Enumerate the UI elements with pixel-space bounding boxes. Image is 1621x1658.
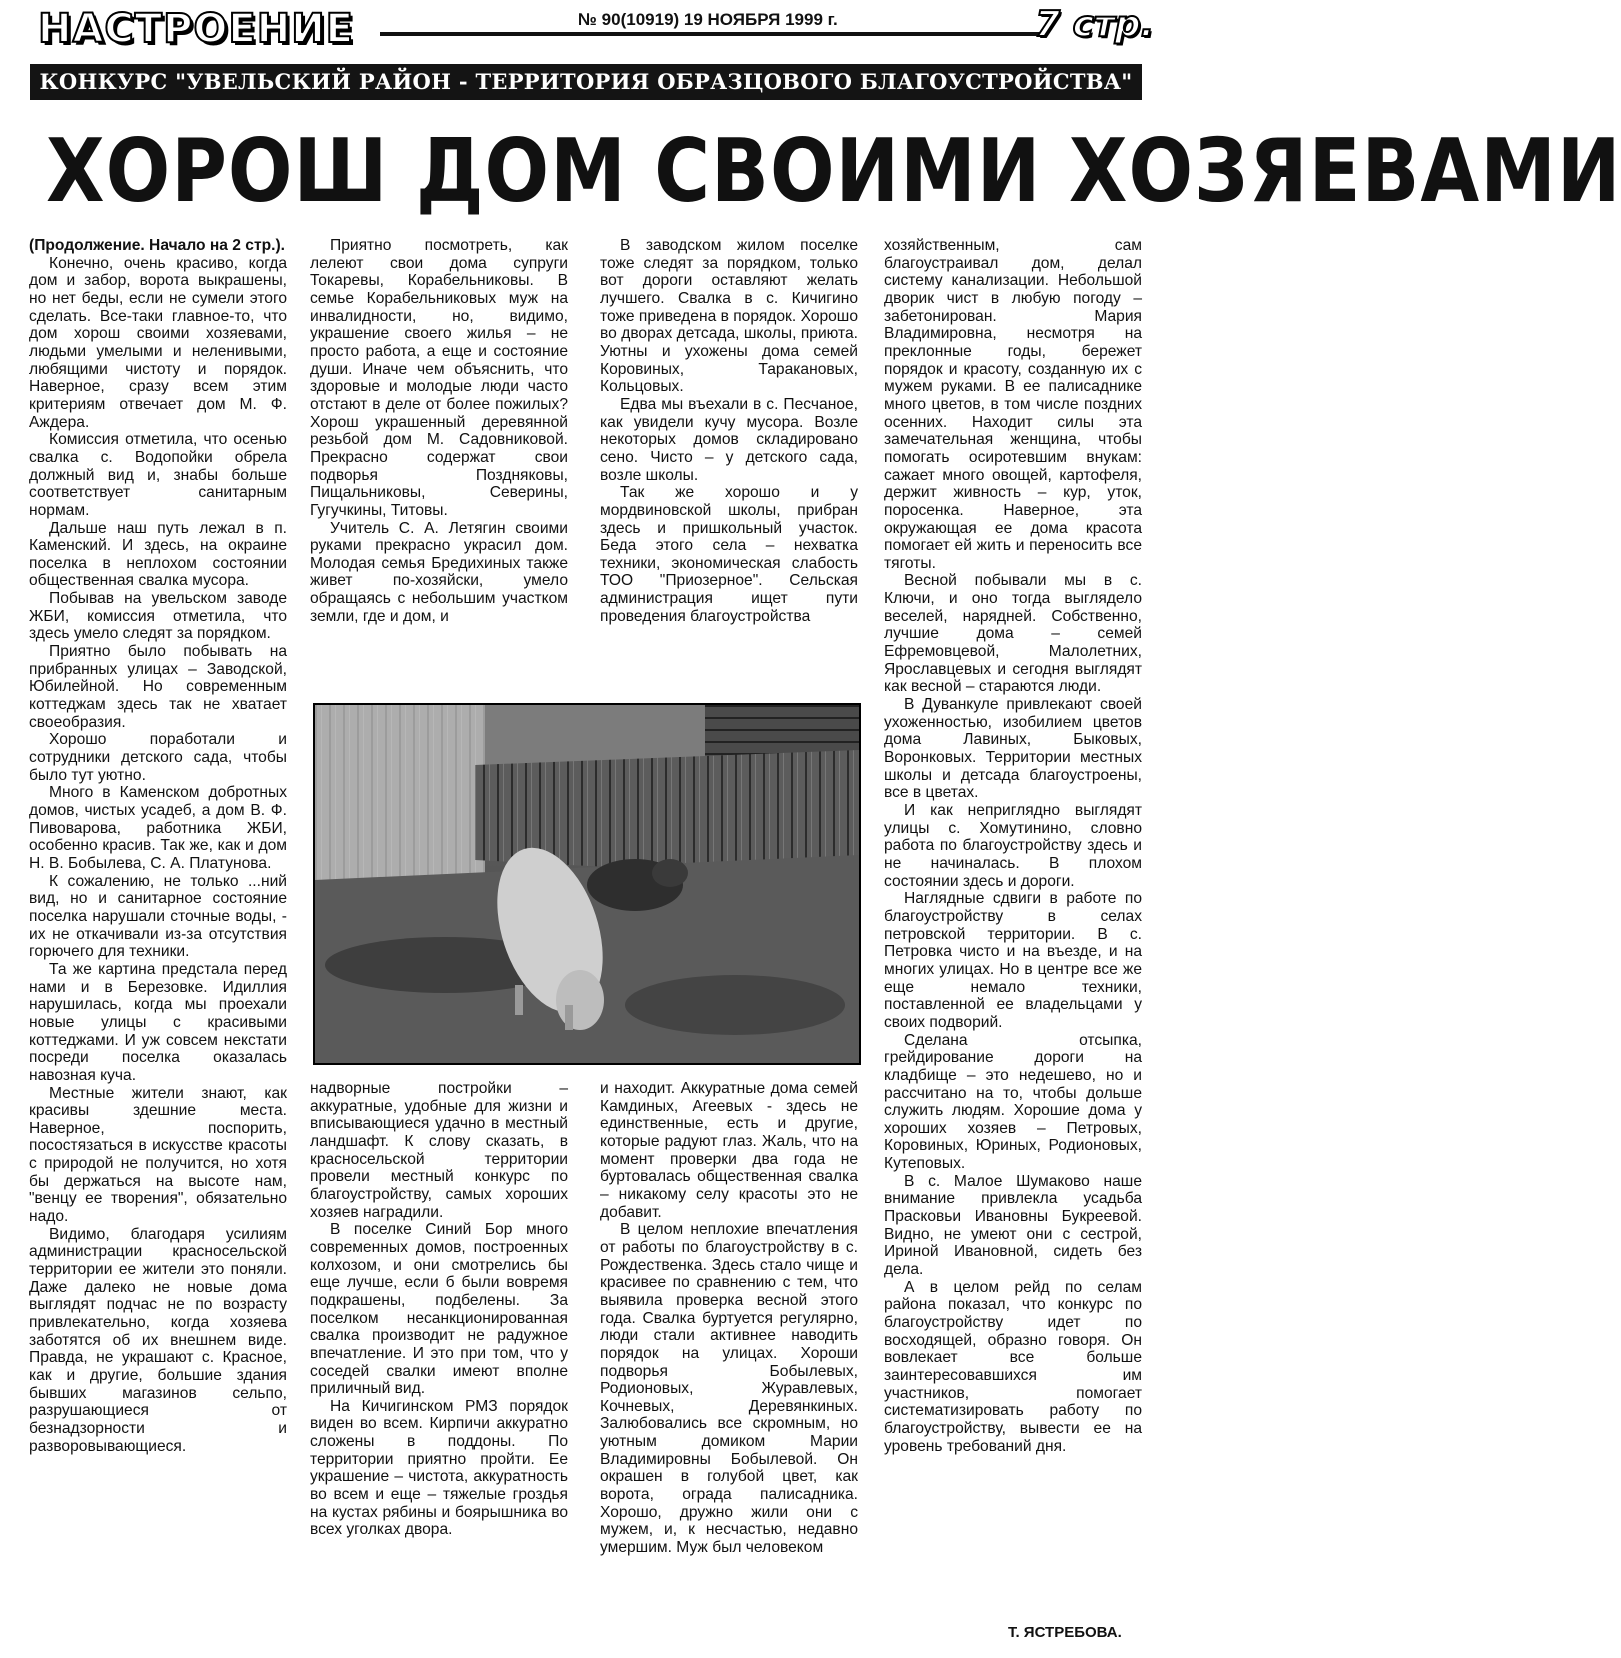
paragraph: хозяйственным, сам благоустраивал дом, делал систему канализации. Небольшой дворик чист в любую погоду – забетонирован. Мария Владимировна, несмотря на преклонные годы, бережет порядок и красоту, созданную их с мужем руками. В ее палисаднике много цветов, в том числе поздних осенних. Находит силы эта замечательная женщина, чтобы помогать осиротевшим внукам: сажает много овощей, картофеля, держит живность – кур, уток, поросенка. Наверное, эта окружающая ее дома красота помогает ей жить и переносить все тяготы. — [884, 237, 1142, 572]
contest-banner: КОНКУРС "УВЕЛЬСКИЙ РАЙОН - ТЕРРИТОРИЯ ОБРАЗЦОВОГО БЛАГОУСТРОЙСТВА" — [30, 64, 1142, 100]
article-column-1 — [29, 237, 287, 1655]
paragraph: Учитель С. А. Летягин своими руками прекрасно украсил дом. Молодая семья Бредихиных также живет по-хозяйски, умело обращаясь с небольшим участком земли, где и дом, и — [310, 519, 568, 625]
article-column-2-top — [310, 237, 568, 683]
paragraph: В целом неплохие впечатления от работы по благоустройству в с. Рождественка. Здесь стало чище и красивее по сравнению с тем, что выявила проверка весной этого года. Свалка буртуется регулярно, люди стали активнее наводить порядок на улицах. Хороши подворья Бобылевых, Родионовых, Журавлевых, Кочневых, Деревянкиных. Залюбовались все скромным, но уютным домиком Марии Владимировны Бобылевой. Он окрашен в голубой цвет, как воротa, ограда палисадника. Хорошо, дружно жили они с мужем, и, к несчастью, недавно умершим. Муж был человеком — [600, 1221, 858, 1557]
paragraph: Комиссия отметила, что осенью свалка с. Водопойки обрела должный вид и, знабы больше соответствует санитарным нормам. — [29, 431, 287, 519]
paragraph: Так же хорошо и у мордвиновской школы, прибран здесь и пришкольный участок. Беда этого села – нехватка техники, экономическая слабость ТОО "Приозерное". Сельская администрация ищет пути проведения благоустройства — [600, 484, 858, 625]
paragraph: На Кичигинском РМЗ порядок виден во всем. Кирпичи аккуратно сложены в поддоны. По территории приятно пройти. Ее украшение – чистота, аккуратность во всем и еще – тяжелые гроздья на кустах рябины и боярышника во всех уголках двора. — [310, 1397, 568, 1539]
headline: ХОРОШ ДОМ СВОИМИ ХОЗЯЕВАМИ — [46, 119, 1621, 222]
article-column-4 — [884, 237, 1142, 1637]
author-signature: Т. ЯСТРЕБОВА. — [1008, 1624, 1122, 1641]
paragraph: Приятно посмотреть, как лелеют свои дома супруги Токаревы, Корабельниковы. В семье Корабельниковых муж на инвалидности, но, видимо, украшение своего жилья – не просто работа, а еще и состояние души. Иначе чем объяснить, что здоровые и молодые люди часто отстают в деле от более пожилых? Хорош украшенный деревянной резьбой дом М. Садовниковой. Прекрасно содержат свои подворья Поздняковы, Пищальниковы, Северины, Гугучкины, Титовы. — [310, 237, 568, 519]
section-name: НАСТРОЕНИЕ — [38, 6, 354, 52]
paragraph: Едва мы въехали в с. Песчаное, как увидели кучу мусора. Возле некоторых домов складировано сено. Чисто – у детского сада, возле школы. — [600, 395, 858, 484]
paragraph: Наглядные сдвиги в работе по благоустройству в селах петровской территории. В с. Петровка чисто и на въезде, и на многих улицах. Но в центре все же еще немало техники, поставленной ее владельцами у своих подворий. — [884, 890, 1142, 1031]
paragraph: Дальше наш путь лежал в п. Каменский. И здесь, на окраине поселка в неплохом состоянии общественная свалка мусора. — [29, 519, 287, 590]
paragraph: В заводском жилом поселке тоже следят за порядком, только вот дороги оставляют желать лучшего. Свалка в с. Кичигино тоже приведена в порядок. Хорошо во дворах детсада, школы, приюта. Уютны и ухожены дома семей Коровиных, Таракановых, Кольцовых. — [600, 237, 858, 396]
paragraph: Побывав на увельском заводе ЖБИ, комиссия отметила, что здесь умело следят за порядком. — [29, 590, 287, 643]
paragraph: Конечно, очень красиво, когда дом и забор, ворота выкрашены, но нет беды, если не сумели этого сделать. Все-таки главное-то, что дом хорош своими хозяевами, людьми умелыми и неленивыми, любящими чистоту и порядок. Наверное, сразу всем этим критериям отвечает дом М. Ф. Аждера. — [29, 254, 287, 431]
paragraph: Сделана отсыпка, грейдирование дороги на кладбище – это недешево, но и рассчитано на то, чтобы дольше служить людям. Хорошие дома у хороших хозяев – Петровых, Коровиных, Юриных, Родионовых, Кутеповых. — [884, 1031, 1142, 1173]
header-rule — [380, 32, 1040, 36]
article-photo — [313, 703, 861, 1065]
paragraph: и находит. Аккуратные дома семей Камдиных, Агеевых - здесь не единственные, есть и другие, которые радуют глаз. Жаль, что на момент проверки два года не буртовалась общественная свалка – никакому селу красоты это не добавит. — [600, 1080, 858, 1221]
paragraph: Приятно было побывать на прибранных улицах – Заводской, Юбилейной. Но современным коттеджам здесь так не хватает своеобразия. — [29, 643, 287, 731]
paragraph: В с. Малое Шумаково наше внимание привлекла усадьба Прасковьи Ивановны Букреевой. Видно, не умеют они с сестрой, Ириной Ивановной, сидеть без дела. — [884, 1172, 1142, 1279]
paragraph: надворные постройки – аккуратные, удобные для жизни и вписывающиеся удачно в местный ландшафт. К слову сказать, в красносельской территории провели местный конкурс по благоустройству, самых хороших хозяев наградили. — [310, 1080, 568, 1221]
paragraph: Хорошо поработали и сотрудники детского сада, чтобы было тут уютно. — [29, 731, 287, 784]
paragraph: Местные жители знают, как красивы здешние места. Наверное, поспорить, посостязаться в искусстве красоты с природой не получится, но хотя бы держаться на высоте нам, "венцу ее творения", обязательно надо. — [29, 1084, 287, 1226]
page-number: 7 стр. — [1035, 4, 1155, 45]
paragraph: Весной побывали мы в с. Ключи, и оно тогда выглядело веселей, нарядней. Собственно, лучшие дома – семей Ефремовцевой, Малолетних, Ярославцевых и сегодня выглядят как весной – стараются люди. — [884, 572, 1142, 696]
paragraph: Видимо, благодаря усилиям администрации красносельской территории ее жители это поняли. Даже далеко не новые дома выглядят подчас не по возрасту привлекательно, когда хозяева заботятся об их внешнем виде. Правда, не украшают с. Красное, как и другие, большие здания бывших магазинов сельпо, разрушающиеся от безнадзорности и разворовывающиеся. — [29, 1225, 287, 1455]
issue-info: № 90(10919) 19 НОЯБРЯ 1999 г. — [578, 10, 838, 29]
paragraph: К сожалению, не только ...ний вид, но и санитарное состояние поселка нарушали сточные воды, - их не откачивали из-за отсутствия горючего для техники. — [29, 872, 287, 961]
continuation-note: (Продолжение. Начало на 2 стр.). — [29, 237, 286, 254]
paragraph: А в целом рейд по селам района показал, что конкурс по благоустройству идет по восходящей, образно говоря. Он вовлекает все больше заинтересовавшихся им участников, помогает систематизировать работу по благоустройству, вывести ее на уровень требований дня. — [884, 1278, 1142, 1455]
paragraph: Много в Каменском добротных домов, чистых усадеб, а дом В. Ф. Пивоварова, работника ЖБИ, особенно красив. Так же, как и дом Н. В. Бобылева, С. А. Платунова. — [29, 784, 287, 872]
article-column-3-top — [600, 237, 858, 683]
paragraph: В поселке Синий Бор много современных домов, построенных колхозом, и они смотрелись бы еще лучше, если б были вовремя подкрашены, подбелены. За поселком несанкционированная свалка производит не радужное впечатление. И это при том, что у соседей свалки имеют вполне приличный вид. — [310, 1221, 568, 1398]
article-column-3-bottom — [600, 1080, 858, 1655]
pigs-by-fence-photo — [315, 705, 859, 1063]
paragraph: В Дуванкуле привлекают своей ухоженностью, изобилием цветов дома Лавиных, Быковых, Воронковых. Территории местных школы и детсада благоустроены, все в цветах. — [884, 696, 1142, 802]
article-column-2-bottom — [310, 1080, 568, 1655]
paragraph: Та же картина предстала перед нами и в Березовке. Идиллия нарушилась, когда мы проехали новые улицы с красивыми коттеджами. И уж совсем некстати посреди поселка оказалась навозная куча. — [29, 960, 287, 1084]
paragraph: И как неприглядно выглядят улицы с. Хомутинино, словно работа по благоустройству здесь и не начиналась. В плохом состоянии здесь и дороги. — [884, 802, 1142, 890]
